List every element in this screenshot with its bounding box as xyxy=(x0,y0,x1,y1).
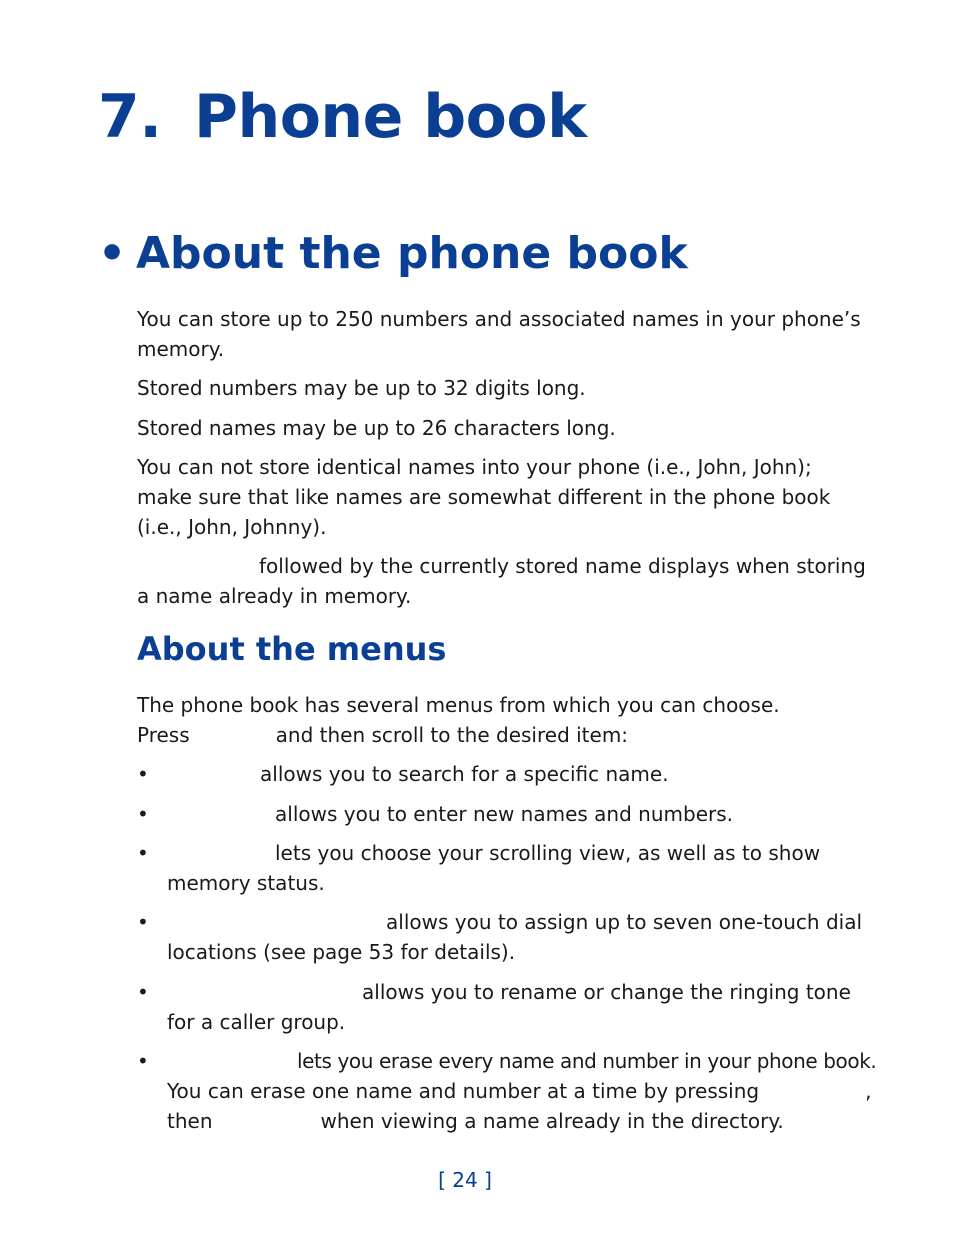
menu-item-2-text: allows you to enter new names and numbers. xyxy=(275,802,733,826)
intro-paragraph-3: Stored names may be up to 26 characters long. xyxy=(137,416,616,440)
menu-item-3-line-2: memory status. xyxy=(167,871,325,895)
intro-paragraph-4-line-1: You can not store identical names into your phone (i.e., John, John); xyxy=(137,455,812,479)
intro-paragraph-5 xyxy=(137,551,866,611)
menu-item-6 xyxy=(137,1046,877,1136)
menus-intro-line-1: The phone book has several menus from which you can choose. xyxy=(137,693,780,717)
menu-item-4-bullet: • xyxy=(137,910,149,934)
menu-item-1 xyxy=(137,759,837,789)
chapter-title-text: Phone book xyxy=(194,82,587,152)
intro-paragraph-4 xyxy=(137,452,837,542)
menu-item-6-line-2-comma: , xyxy=(865,1079,872,1103)
menus-subtitle: About the menus xyxy=(137,630,447,668)
menu-item-5-line-1: allows you to rename or change the ringing tone xyxy=(362,980,851,1004)
menu-item-4-line-2: locations (see page 53 for details). xyxy=(167,940,516,964)
intro-paragraph-4-line-3: (i.e., John, Johnny). xyxy=(137,515,327,539)
intro-paragraph-1-line-1: You can store up to 250 numbers and associated names in your phone’s xyxy=(137,307,861,331)
menus-intro xyxy=(137,690,837,750)
chapter-number: 7. xyxy=(98,82,162,152)
menu-item-6-line-1: lets you erase every name and number in your phone book. xyxy=(297,1049,877,1073)
intro-paragraph-5-line-2: a name already in memory. xyxy=(137,584,412,608)
menu-item-6-bullet: • xyxy=(137,1049,149,1073)
intro-paragraph-4-line-2: make sure that like names are somewhat different in the phone book xyxy=(137,485,831,509)
page-number: [ 24 ] xyxy=(438,1168,492,1192)
menu-item-3-bullet: • xyxy=(137,841,149,865)
menu-item-1-bullet: • xyxy=(137,762,149,786)
menu-item-3-line-1: lets you choose your scrolling view, as well as to show xyxy=(275,841,821,865)
menus-intro-line-2: and then scroll to the desired item: xyxy=(275,723,629,747)
menu-item-5-line-2: for a caller group. xyxy=(167,1010,346,1034)
intro-paragraph-5-line-1: followed by the currently stored name displays when storing xyxy=(259,554,866,578)
section-title xyxy=(98,228,688,279)
menu-item-2 xyxy=(137,799,837,829)
menu-item-4-line-1: allows you to assign up to seven one-touch dial xyxy=(386,910,863,934)
menus-intro-press: Press xyxy=(137,723,190,747)
chapter-title xyxy=(98,82,587,152)
menu-item-5 xyxy=(137,977,851,1037)
menu-item-1-text: allows you to search for a specific name. xyxy=(260,762,669,786)
menu-item-6-line-3-text: when viewing a name already in the directory. xyxy=(320,1109,784,1133)
section-bullet: • xyxy=(98,228,127,279)
menu-item-5-bullet: • xyxy=(137,980,149,1004)
menu-item-6-line-3-then: then xyxy=(167,1109,213,1133)
intro-paragraph-2: Stored numbers may be up to 32 digits long. xyxy=(137,376,586,400)
menu-item-2-bullet: • xyxy=(137,802,149,826)
intro-paragraph-1-line-2: memory. xyxy=(137,337,225,361)
menu-item-6-line-2-text: You can erase one name and number at a time by pressing xyxy=(167,1079,760,1103)
menu-item-4 xyxy=(137,907,863,967)
menu-item-3 xyxy=(137,838,837,898)
section-title-text: About the phone book xyxy=(136,228,688,279)
intro-paragraph-1 xyxy=(137,304,861,364)
